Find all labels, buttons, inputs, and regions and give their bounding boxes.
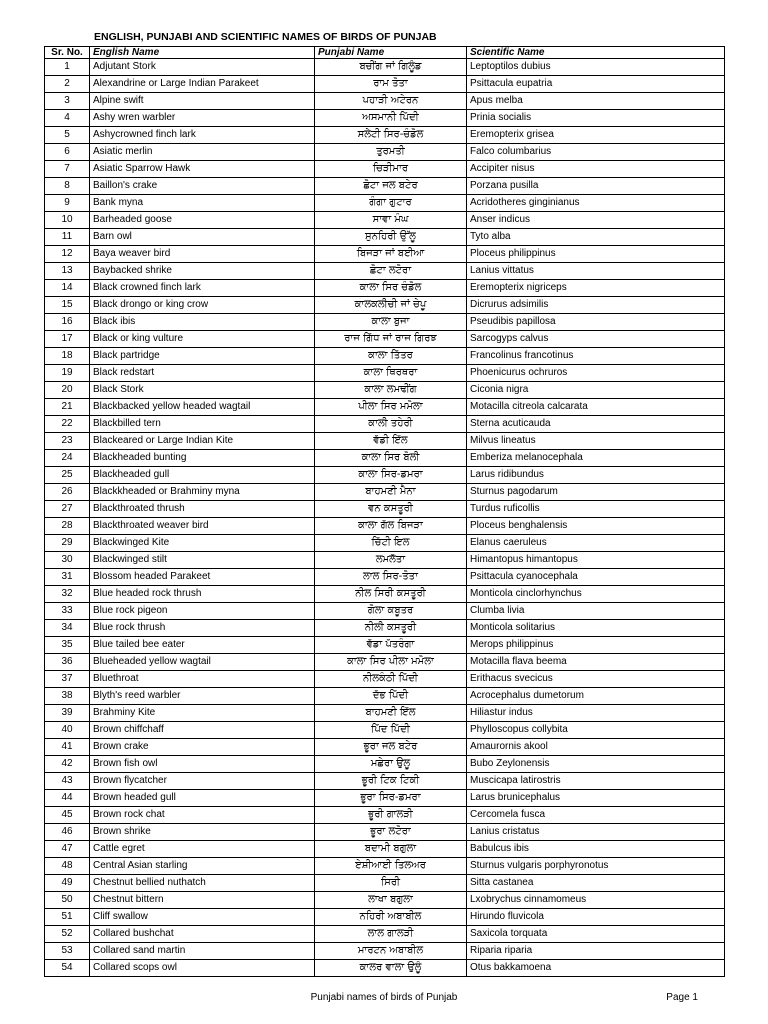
serial-number-cell: 26 [45,484,90,501]
serial-number-cell: 31 [45,569,90,586]
english-name-cell: Barheaded goose [90,212,315,229]
serial-number-cell: 16 [45,314,90,331]
english-name-cell: Brown shrike [90,824,315,841]
english-name-cell: Brown headed gull [90,790,315,807]
header-serial-number: Sr. No. [45,47,90,59]
serial-number-cell: 5 [45,127,90,144]
table-row [45,59,725,76]
scientific-name-cell: Sturnus pagodarum [467,484,725,501]
serial-number-cell: 48 [45,858,90,875]
table-row [45,212,725,229]
punjabi-name-cell: ਬਾਹਮਣੀ ਮੈਨਾ [315,484,467,501]
table-row [45,824,725,841]
punjabi-name-cell: ਵੱਡੀ ਇੱਲ [315,433,467,450]
english-name-cell: Chestnut bellied nuthatch [90,875,315,892]
table-row [45,620,725,637]
punjabi-name-cell: ਪੀਲਾ ਸਿਰ ਮਮੋਲਾ [315,399,467,416]
scientific-name-cell: Clumba livia [467,603,725,620]
table-row [45,365,725,382]
scientific-name-cell: Ciconia nigra [467,382,725,399]
page-title: ENGLISH, PUNJABI AND SCIENTIFIC NAMES OF BIRDS OF PUNJAB [94,31,437,43]
serial-number-cell: 1 [45,59,90,76]
english-name-cell: Baya weaver bird [90,246,315,263]
scientific-name-cell: Phylloscopus collybita [467,722,725,739]
scientific-name-cell: Merops philippinus [467,637,725,654]
table-row [45,195,725,212]
table-row [45,603,725,620]
punjabi-name-cell: ਕਾਲਾ ਗੱਲ ਬਿਜੜਾ [315,518,467,535]
serial-number-cell: 25 [45,467,90,484]
serial-number-cell: 3 [45,93,90,110]
table-row [45,127,725,144]
punjabi-name-cell: ਭੂਰਾ ਸਿਰ-ਡਮਰਾ [315,790,467,807]
scientific-name-cell: Larus brunicephalus [467,790,725,807]
scientific-name-cell: Cercomela fusca [467,807,725,824]
english-name-cell: Bank myna [90,195,315,212]
table-row [45,756,725,773]
scientific-name-cell: Apus melba [467,93,725,110]
scientific-name-cell: Falco columbarius [467,144,725,161]
scientific-name-cell: Elanus caeruleus [467,535,725,552]
scientific-name-cell: Anser indicus [467,212,725,229]
serial-number-cell: 42 [45,756,90,773]
punjabi-name-cell: ਭੂਰੀ ਗਾਲੜੀ [315,807,467,824]
table-header [45,47,725,59]
punjabi-name-cell: ਨੀਲੀ ਕਸਤੂਰੀ [315,620,467,637]
serial-number-cell: 34 [45,620,90,637]
english-name-cell: Blyth's reed warbler [90,688,315,705]
table-row [45,892,725,909]
english-name-cell: Cliff swallow [90,909,315,926]
scientific-name-cell: Sterna acuticauda [467,416,725,433]
header-row [45,47,725,59]
table-row [45,229,725,246]
english-name-cell: Adjutant Stork [90,59,315,76]
table-row [45,688,725,705]
english-name-cell: Collared bushchat [90,926,315,943]
punjabi-name-cell: ਲਾਲ ਸਿਰ-ਤੋਤਾ [315,569,467,586]
punjabi-name-cell: ਭੂਰਾ ਜਲ ਬਟੇਰ [315,739,467,756]
table-row [45,399,725,416]
serial-number-cell: 22 [45,416,90,433]
punjabi-name-cell: ਲਾਲ ਗਾਲੜੀ [315,926,467,943]
punjabi-name-cell: ਸਿਰੀ [315,875,467,892]
english-name-cell: Blackwinged stilt [90,552,315,569]
table-row [45,943,725,960]
punjabi-name-cell: ਸੁਨਹਿਰੀ ਉੱਲੂ [315,229,467,246]
punjabi-name-cell: ਕਾਲਾ ਸਿਰ ਬੋਲੀ [315,450,467,467]
table-row [45,569,725,586]
table-row [45,535,725,552]
serial-number-cell: 4 [45,110,90,127]
scientific-name-cell: Francolinus francotinus [467,348,725,365]
punjabi-name-cell: ਮਾਰਟਨ ਅਬਾਬੀਲ [315,943,467,960]
table-row [45,586,725,603]
scientific-name-cell: Lxobrychus cinnamomeus [467,892,725,909]
english-name-cell: Blackbilled tern [90,416,315,433]
scientific-name-cell: Babulcus ibis [467,841,725,858]
scientific-name-cell: Tyto alba [467,229,725,246]
serial-number-cell: 9 [45,195,90,212]
serial-number-cell: 13 [45,263,90,280]
table-row [45,552,725,569]
english-name-cell: Blackwinged Kite [90,535,315,552]
table-row [45,348,725,365]
scientific-name-cell: Psittacula eupatria [467,76,725,93]
serial-number-cell: 28 [45,518,90,535]
english-name-cell: Cattle egret [90,841,315,858]
punjabi-name-cell: ਕਾਲੀ ਤਹੇਰੀ [315,416,467,433]
serial-number-cell: 29 [45,535,90,552]
punjabi-name-cell: ਕਾਲਾ ਤਿੱਤਰ [315,348,467,365]
serial-number-cell: 24 [45,450,90,467]
serial-number-cell: 27 [45,501,90,518]
scientific-name-cell: Acridotheres ginginianus [467,195,725,212]
punjabi-name-cell: ਨਹਿਰੀ ਅਬਾਬੀਲ [315,909,467,926]
english-name-cell: Black partridge [90,348,315,365]
scientific-name-cell: Leptoptilos dubius [467,59,725,76]
english-name-cell: Blue tailed bee eater [90,637,315,654]
punjabi-name-cell: ਸਲੇਟੀ ਸਿਰ-ਚੰਡੋਲ [315,127,467,144]
table-row [45,297,725,314]
table-row [45,654,725,671]
punjabi-name-cell: ਪਿੱਦ ਪਿੱਦੀ [315,722,467,739]
scientific-name-cell: Ploceus philippinus [467,246,725,263]
english-name-cell: Ashy wren warbler [90,110,315,127]
table-row [45,280,725,297]
scientific-name-cell: Motacilla flava beema [467,654,725,671]
english-name-cell: Black redstart [90,365,315,382]
scientific-name-cell: Monticola solitarius [467,620,725,637]
punjabi-name-cell: ਦੱਭ ਪਿੱਦੀ [315,688,467,705]
table-row [45,960,725,977]
punjabi-name-cell: ਨੀਲਕੰਠੀ ਪਿੱਦੀ [315,671,467,688]
table-row [45,433,725,450]
serial-number-cell: 41 [45,739,90,756]
scientific-name-cell: Turdus ruficollis [467,501,725,518]
table-row [45,331,725,348]
english-name-cell: Blossom headed Parakeet [90,569,315,586]
punjabi-name-cell: ਭੂਰੀ ਟਿਕ ਟਿਕੀ [315,773,467,790]
table-row [45,144,725,161]
punjabi-name-cell: ਏਸ਼ੀਆਈ ਤਿਲਅਰ [315,858,467,875]
serial-number-cell: 8 [45,178,90,195]
english-name-cell: Blackthroated thrush [90,501,315,518]
scientific-name-cell: Himantopus himantopus [467,552,725,569]
serial-number-cell: 40 [45,722,90,739]
scientific-name-cell: Milvus lineatus [467,433,725,450]
english-name-cell: Bluethroat [90,671,315,688]
english-name-cell: Brown rock chat [90,807,315,824]
table-row [45,790,725,807]
serial-number-cell: 50 [45,892,90,909]
serial-number-cell: 23 [45,433,90,450]
table-row [45,909,725,926]
scientific-name-cell: Motacilla citreola calcarata [467,399,725,416]
serial-number-cell: 51 [45,909,90,926]
punjabi-name-cell: ਅਸਮਾਨੀ ਪਿੱਦੀ [315,110,467,127]
header-scientific-name: Scientific Name [467,47,725,59]
scientific-name-cell: Dicrurus adsimilis [467,297,725,314]
english-name-cell: Black or king vulture [90,331,315,348]
footer-document-name: Punjabi names of birds of Punjab [310,992,458,1003]
scientific-name-cell: Porzana pusilla [467,178,725,195]
serial-number-cell: 14 [45,280,90,297]
english-name-cell: Brown fish owl [90,756,315,773]
punjabi-name-cell: ਕਾਲਰ ਵਾਲਾ ਉਲੂੰ [315,960,467,977]
table-row [45,722,725,739]
scientific-name-cell: Sarcogyps calvus [467,331,725,348]
scientific-name-cell: Otus bakkamoena [467,960,725,977]
birds-table [44,46,725,977]
table-row [45,161,725,178]
scientific-name-cell: Sturnus vulgaris porphyronotus [467,858,725,875]
serial-number-cell: 15 [45,297,90,314]
punjabi-name-cell: ਗੋਲਾ ਕਬੂਤਰ [315,603,467,620]
table-row [45,263,725,280]
english-name-cell: Brahminy Kite [90,705,315,722]
serial-number-cell: 10 [45,212,90,229]
punjabi-name-cell: ਸਾਵਾ ਮੰਘ [315,212,467,229]
english-name-cell: Ashycrowned finch lark [90,127,315,144]
serial-number-cell: 38 [45,688,90,705]
scientific-name-cell: Eremopterix grisea [467,127,725,144]
punjabi-name-cell: ਲਮਲੱਤਾ [315,552,467,569]
punjabi-name-cell: ਵੱਡਾ ਪੱਤਰੰਗਾ [315,637,467,654]
serial-number-cell: 44 [45,790,90,807]
serial-number-cell: 2 [45,76,90,93]
table-row [45,671,725,688]
table-row [45,807,725,824]
table-row [45,110,725,127]
scientific-name-cell: Prinia socialis [467,110,725,127]
table-body [45,59,725,977]
english-name-cell: Baybacked shrike [90,263,315,280]
serial-number-cell: 49 [45,875,90,892]
table-row [45,841,725,858]
table-row [45,637,725,654]
table-row [45,416,725,433]
english-name-cell: Blackkheaded or Brahminy myna [90,484,315,501]
scientific-name-cell: Amaurornis akool [467,739,725,756]
english-name-cell: Blackbacked yellow headed wagtail [90,399,315,416]
header-english-name: English Name [90,47,315,59]
punjabi-name-cell: ਰਾਮ ਤੋਤਾ [315,76,467,93]
scientific-name-cell: Pseudibis papillosa [467,314,725,331]
table-row [45,314,725,331]
table-row [45,705,725,722]
serial-number-cell: 35 [45,637,90,654]
scientific-name-cell: Ploceus benghalensis [467,518,725,535]
punjabi-name-cell: ਚਿੜੀਮਾਰ [315,161,467,178]
header-punjabi-name: Punjabi Name [315,47,467,59]
scientific-name-cell: Hiliastur indus [467,705,725,722]
punjabi-name-cell: ਬਾਹਮਣੀ ਇੱਲ [315,705,467,722]
scientific-name-cell: Acrocephalus dumetorum [467,688,725,705]
serial-number-cell: 36 [45,654,90,671]
english-name-cell: Black ibis [90,314,315,331]
scientific-name-cell: Lanius vittatus [467,263,725,280]
english-name-cell: Blackeared or Large Indian Kite [90,433,315,450]
scientific-name-cell: Emberiza melanocephala [467,450,725,467]
punjabi-name-cell: ਬਦਾਮੀ ਬਗੁਲਾ [315,841,467,858]
scientific-name-cell: Saxicola torquata [467,926,725,943]
scientific-name-cell: Eremopterix nigriceps [467,280,725,297]
english-name-cell: Alpine swift [90,93,315,110]
table-row [45,246,725,263]
punjabi-name-cell: ਕਾਲਾ ਸਿਰ ਪੀਲਾ ਮਮੋਲਾ [315,654,467,671]
table-row [45,773,725,790]
punjabi-name-cell: ਗੰਗਾ ਗੁਟਾਰ [315,195,467,212]
serial-number-cell: 19 [45,365,90,382]
scientific-name-cell: Monticola cinclorhynchus [467,586,725,603]
english-name-cell: Blueheaded yellow wagtail [90,654,315,671]
punjabi-name-cell: ਰਾਜ ਗਿੱਧ ਜਾਂ ਰਾਜ ਗਿਰਝ [315,331,467,348]
scientific-name-cell: Bubo Zeylonensis [467,756,725,773]
serial-number-cell: 52 [45,926,90,943]
serial-number-cell: 33 [45,603,90,620]
scientific-name-cell: Lanius cristatus [467,824,725,841]
serial-number-cell: 17 [45,331,90,348]
scientific-name-cell: Larus ridibundus [467,467,725,484]
table-row [45,739,725,756]
scientific-name-cell: Hirundo fluvicola [467,909,725,926]
punjabi-name-cell: ਕਾਲਾ ਸਿਰ-ਡਮਰਾ [315,467,467,484]
scientific-name-cell: Erithacus svecicus [467,671,725,688]
table-row [45,484,725,501]
punjabi-name-cell: ਕਾਲਾ ਬੁਜਾ [315,314,467,331]
table-row [45,382,725,399]
table-row [45,93,725,110]
english-name-cell: Asiatic Sparrow Hawk [90,161,315,178]
table-row [45,518,725,535]
serial-number-cell: 12 [45,246,90,263]
english-name-cell: Barn owl [90,229,315,246]
serial-number-cell: 11 [45,229,90,246]
punjabi-name-cell: ਕਾਲਾ ਥਿਰਥਰਾ [315,365,467,382]
punjabi-name-cell: ਤੁਰਮਤੀ [315,144,467,161]
table-row [45,858,725,875]
punjabi-name-cell: ਕਾਲਕਲੀਚੀ ਜਾਂ ਚੇਪੂ [315,297,467,314]
table-row [45,178,725,195]
english-name-cell: Black drongo or king crow [90,297,315,314]
scientific-name-cell: Psittacula cyanocephala [467,569,725,586]
serial-number-cell: 20 [45,382,90,399]
english-name-cell: Alexandrine or Large Indian Parakeet [90,76,315,93]
scientific-name-cell: Riparia riparia [467,943,725,960]
serial-number-cell: 7 [45,161,90,178]
serial-number-cell: 30 [45,552,90,569]
english-name-cell: Collared scops owl [90,960,315,977]
serial-number-cell: 32 [45,586,90,603]
table-row [45,76,725,93]
punjabi-name-cell: ਕਾਲਾ ਲਮਢੀਂਗ [315,382,467,399]
english-name-cell: Blackthroated weaver bird [90,518,315,535]
punjabi-name-cell: ਲਾਖਾ ਬਗੁਲਾ [315,892,467,909]
punjabi-name-cell: ਛੋਟਾ ਜਲ ਬਟੇਰ [315,178,467,195]
table-row [45,875,725,892]
serial-number-cell: 43 [45,773,90,790]
serial-number-cell: 37 [45,671,90,688]
english-name-cell: Collared sand martin [90,943,315,960]
table-row [45,501,725,518]
english-name-cell: Blue rock pigeon [90,603,315,620]
english-name-cell: Brown crake [90,739,315,756]
english-name-cell: Brown flycatcher [90,773,315,790]
punjabi-name-cell: ਛੋਟਾ ਲਟੋਰਾ [315,263,467,280]
serial-number-cell: 45 [45,807,90,824]
english-name-cell: Chestnut bittern [90,892,315,909]
scientific-name-cell: Phoenicurus ochruros [467,365,725,382]
serial-number-cell: 18 [45,348,90,365]
punjabi-name-cell: ਬਿਜੜਾ ਜਾਂ ਬਈਆ [315,246,467,263]
punjabi-name-cell: ਚਿੱਟੀ ਇਲ [315,535,467,552]
english-name-cell: Blackheaded gull [90,467,315,484]
punjabi-name-cell: ਮਛੇਰਾ ਉਲੂ [315,756,467,773]
english-name-cell: Blue rock thrush [90,620,315,637]
serial-number-cell: 21 [45,399,90,416]
serial-number-cell: 47 [45,841,90,858]
english-name-cell: Brown chiffchaff [90,722,315,739]
serial-number-cell: 46 [45,824,90,841]
punjabi-name-cell: ਪਹਾੜੀ ਅਟੇਰਨ [315,93,467,110]
scientific-name-cell: Accipiter nisus [467,161,725,178]
english-name-cell: Baillon's crake [90,178,315,195]
table-row [45,467,725,484]
punjabi-name-cell: ਨੀਲ ਸਿਰੀ ਕਸਤੂਰੀ [315,586,467,603]
punjabi-name-cell: ਵਨ ਕਸਤੂਰੀ [315,501,467,518]
serial-number-cell: 54 [45,960,90,977]
table-row [45,450,725,467]
table-row [45,926,725,943]
punjabi-name-cell: ਬਚੀਂਗ ਜਾਂ ਗਿਲੂੰਡ [315,59,467,76]
serial-number-cell: 6 [45,144,90,161]
english-name-cell: Black crowned finch lark [90,280,315,297]
punjabi-name-cell: ਭੂਰਾ ਲਟੋਰਾ [315,824,467,841]
english-name-cell: Asiatic merlin [90,144,315,161]
scientific-name-cell: Sitta castanea [467,875,725,892]
punjabi-name-cell: ਕਾਲਾ ਸਿਰ ਚੰਡੋਲ [315,280,467,297]
english-name-cell: Central Asian starling [90,858,315,875]
english-name-cell: Black Stork [90,382,315,399]
footer-page-number: Page 1 [666,992,698,1003]
serial-number-cell: 53 [45,943,90,960]
serial-number-cell: 39 [45,705,90,722]
english-name-cell: Blue headed rock thrush [90,586,315,603]
scientific-name-cell: Muscicapa latirostris [467,773,725,790]
english-name-cell: Blackheaded bunting [90,450,315,467]
